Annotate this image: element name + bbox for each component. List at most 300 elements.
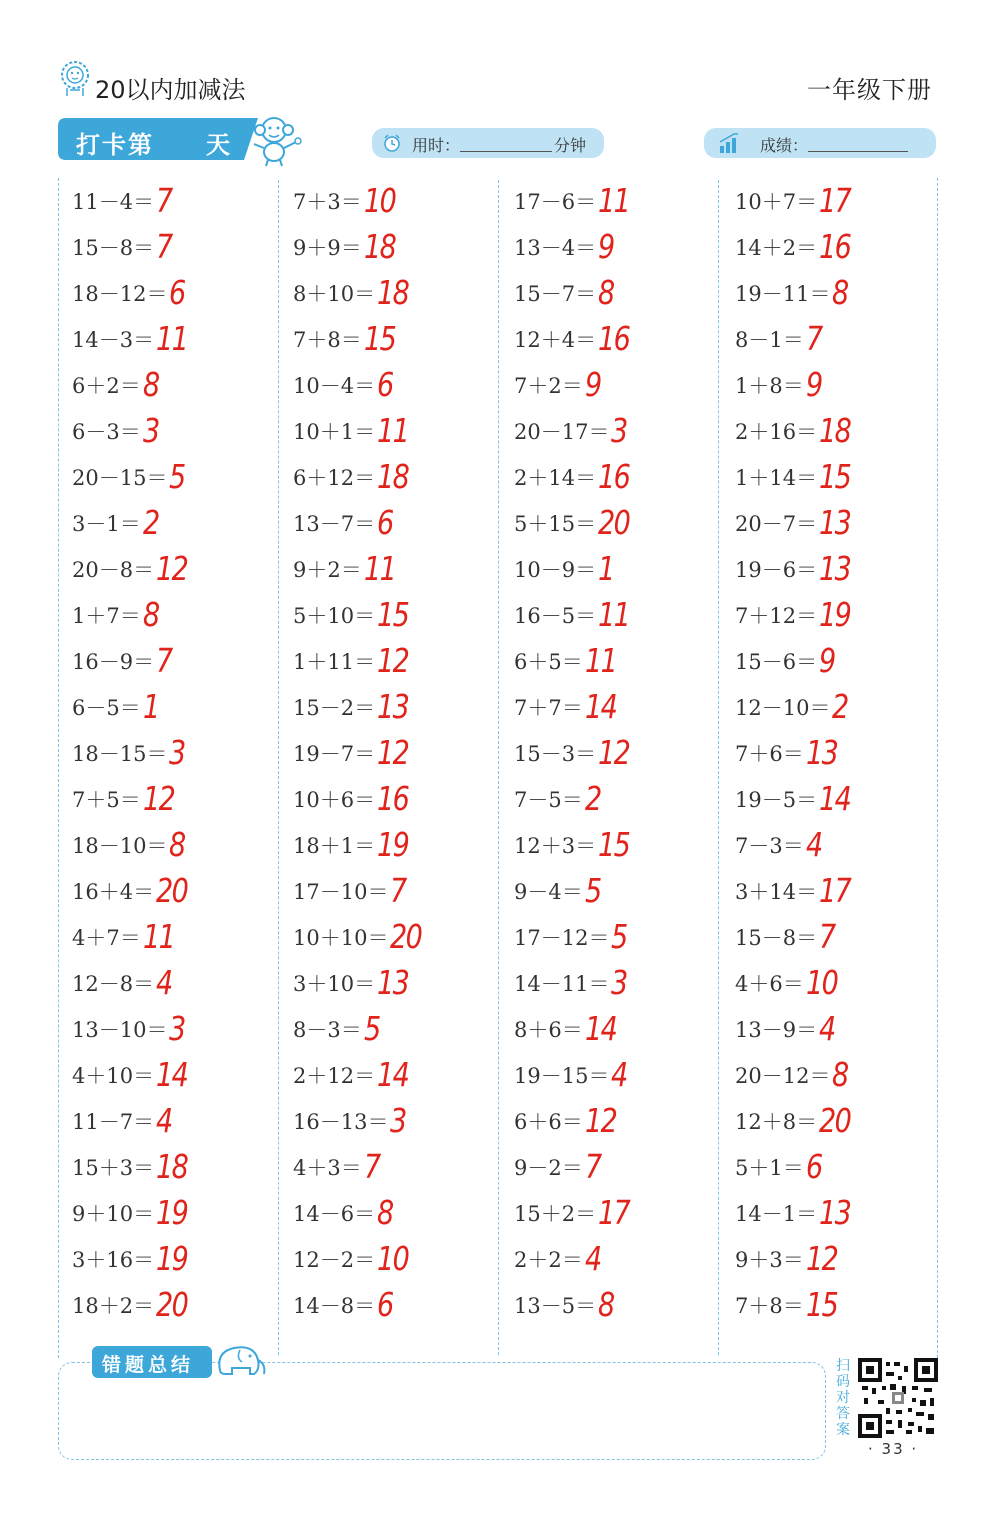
handwritten-answer[interactable]: 19 — [819, 595, 851, 634]
equation-text: 20－8＝ — [72, 558, 155, 582]
equation-text: 15＋2＝ — [514, 1202, 597, 1226]
handwritten-answer[interactable]: 13 — [819, 503, 851, 542]
exercise-row — [72, 960, 284, 1006]
handwritten-answer[interactable]: 13 — [819, 549, 851, 588]
time-label: 用时： — [412, 136, 461, 155]
time-field — [372, 128, 604, 158]
handwritten-answer[interactable]: 18 — [377, 273, 409, 312]
handwritten-answer[interactable]: 8 — [832, 1055, 848, 1094]
exercise-row — [293, 1052, 505, 1098]
exercise-row — [72, 730, 284, 776]
equation-text: 7＋5＝ — [72, 788, 141, 812]
equation-text: 6＋6＝ — [514, 1110, 583, 1134]
handwritten-answer[interactable]: 4 — [585, 1239, 601, 1278]
handwritten-answer[interactable]: 11 — [377, 411, 409, 450]
handwritten-answer[interactable]: 9 — [598, 227, 614, 266]
equation-text: 17－6＝ — [514, 190, 597, 214]
exercise-row — [735, 638, 947, 684]
grade-label: 一年级下册 — [807, 76, 932, 104]
equation-text: 3＋14＝ — [735, 880, 818, 904]
handwritten-answer[interactable]: 20 — [156, 871, 188, 910]
equation-text: 13－5＝ — [514, 1294, 597, 1318]
equation-text: 10－9＝ — [514, 558, 597, 582]
handwritten-answer[interactable]: 11 — [143, 917, 175, 956]
equation-text: 10＋1＝ — [293, 420, 376, 444]
equation-text: 4＋3＝ — [293, 1156, 362, 1180]
handwritten-answer[interactable]: 8 — [377, 1193, 393, 1232]
handwritten-answer[interactable]: 11 — [156, 319, 188, 358]
handwritten-answer[interactable]: 7 — [156, 227, 172, 266]
handwritten-answer[interactable]: 12 — [806, 1239, 838, 1278]
handwritten-answer[interactable]: 15 — [819, 457, 851, 496]
checkin-day-suffix: 天 — [206, 131, 230, 159]
handwritten-answer[interactable]: 8 — [598, 1285, 614, 1324]
handwritten-answer[interactable]: 14 — [377, 1055, 409, 1094]
handwritten-answer[interactable]: 7 — [806, 319, 822, 358]
equation-text: 18＋2＝ — [72, 1294, 155, 1318]
handwritten-answer[interactable]: 6 — [377, 503, 393, 542]
exercise-row — [293, 822, 505, 868]
mistake-summary-label: 错题总结 — [102, 1354, 195, 1376]
exercise-row — [735, 960, 947, 1006]
exercise-row — [293, 270, 505, 316]
exercise-row — [293, 500, 505, 546]
exercise-row — [72, 1006, 284, 1052]
handwritten-answer[interactable]: 8 — [832, 273, 848, 312]
exercise-row — [72, 408, 284, 454]
equation-text: 6－3＝ — [72, 420, 141, 444]
equation-text: 1＋11＝ — [293, 650, 376, 674]
handwritten-answer[interactable]: 4 — [819, 1009, 835, 1048]
equation-text: 16＋4＝ — [72, 880, 155, 904]
equation-text: 14－11＝ — [514, 972, 610, 996]
bar-chart-icon — [718, 132, 742, 154]
handwritten-answer[interactable]: 17 — [819, 871, 851, 910]
equation-text: 7＋8＝ — [293, 328, 362, 352]
equation-text: 12＋8＝ — [735, 1110, 818, 1134]
exercise-row — [514, 684, 726, 730]
exercise-row — [735, 1144, 947, 1190]
equation-text: 17－12＝ — [514, 926, 610, 950]
equation-text: 19－6＝ — [735, 558, 818, 582]
handwritten-answer[interactable]: 12 — [598, 733, 630, 772]
exercise-row — [735, 1052, 947, 1098]
handwritten-answer[interactable]: 7 — [390, 871, 406, 910]
time-unit: 分钟 — [554, 136, 587, 155]
handwritten-answer[interactable]: 12 — [143, 779, 175, 818]
handwritten-answer[interactable]: 8 — [143, 365, 159, 404]
equation-text: 14－1＝ — [735, 1202, 818, 1226]
handwritten-answer[interactable]: 15 — [377, 595, 409, 634]
exercise-row — [293, 316, 505, 362]
handwritten-answer[interactable]: 3 — [169, 1009, 185, 1048]
exercise-row — [735, 1098, 947, 1144]
exercise-row — [735, 684, 947, 730]
handwritten-answer[interactable]: 16 — [598, 319, 630, 358]
equation-text: 16－5＝ — [514, 604, 597, 628]
lion-mascot-icon — [58, 60, 92, 98]
exercise-row — [293, 1098, 505, 1144]
equation-text: 12－10＝ — [735, 696, 831, 720]
exercise-row — [735, 408, 947, 454]
equation-text: 8－3＝ — [293, 1018, 362, 1042]
scan-for-answers-text: 扫码对答案 — [836, 1358, 850, 1438]
handwritten-answer[interactable]: 14 — [585, 1009, 617, 1048]
exercise-row — [72, 270, 284, 316]
exercise-row — [514, 546, 726, 592]
equation-text: 14－8＝ — [293, 1294, 376, 1318]
exercise-row — [293, 1144, 505, 1190]
handwritten-answer[interactable]: 5 — [169, 457, 185, 496]
equation-text: 12＋4＝ — [514, 328, 597, 352]
handwritten-answer[interactable]: 20 — [819, 1101, 851, 1140]
exercise-row — [514, 1052, 726, 1098]
exercise-row — [735, 178, 947, 224]
exercise-row — [735, 546, 947, 592]
handwritten-answer[interactable]: 4 — [156, 963, 172, 1002]
equation-text: 13－4＝ — [514, 236, 597, 260]
handwritten-answer[interactable]: 7 — [585, 1147, 601, 1186]
equation-text: 13－7＝ — [293, 512, 376, 536]
equation-text: 5＋15＝ — [514, 512, 597, 536]
handwritten-answer[interactable]: 4 — [611, 1055, 627, 1094]
handwritten-answer[interactable]: 9 — [585, 365, 601, 404]
handwritten-answer[interactable]: 2 — [585, 779, 601, 818]
equation-text: 7＋8＝ — [735, 1294, 804, 1318]
handwritten-answer[interactable]: 17 — [598, 1193, 630, 1232]
exercise-row — [293, 868, 505, 914]
handwritten-answer[interactable]: 15 — [598, 825, 630, 864]
handwritten-answer[interactable]: 4 — [156, 1101, 172, 1140]
handwritten-answer[interactable]: 3 — [390, 1101, 406, 1140]
exercise-row — [514, 730, 726, 776]
equation-text: 18－10＝ — [72, 834, 168, 858]
exercise-row — [72, 1144, 284, 1190]
equation-text: 2＋16＝ — [735, 420, 818, 444]
exercise-row — [72, 1190, 284, 1236]
equation-text: 7＋12＝ — [735, 604, 818, 628]
equation-text: 6＋12＝ — [293, 466, 376, 490]
exercise-row — [514, 270, 726, 316]
exercise-row — [293, 592, 505, 638]
handwritten-answer[interactable]: 7 — [819, 917, 835, 956]
equation-text: 17－10＝ — [293, 880, 389, 904]
exercise-row — [514, 592, 726, 638]
equation-text: 18－15＝ — [72, 742, 168, 766]
handwritten-answer[interactable]: 18 — [819, 411, 851, 450]
equation-text: 13－9＝ — [735, 1018, 818, 1042]
handwritten-answer[interactable]: 20 — [156, 1285, 188, 1324]
exercise-row — [293, 1236, 505, 1282]
equation-text: 16－13＝ — [293, 1110, 389, 1134]
exercise-row — [735, 730, 947, 776]
mistake-summary-tab — [92, 1346, 212, 1378]
equation-text: 8－1＝ — [735, 328, 804, 352]
exercise-row — [293, 730, 505, 776]
handwritten-answer[interactable]: 19 — [156, 1193, 188, 1232]
handwritten-answer[interactable]: 8 — [143, 595, 159, 634]
equation-text: 19－7＝ — [293, 742, 376, 766]
exercise-row — [514, 914, 726, 960]
exercise-row — [293, 362, 505, 408]
exercise-row — [72, 822, 284, 868]
handwritten-answer[interactable]: 2 — [832, 687, 848, 726]
handwritten-answer[interactable]: 3 — [611, 963, 627, 1002]
handwritten-answer[interactable]: 11 — [364, 549, 396, 588]
exercise-row — [293, 224, 505, 270]
handwritten-answer[interactable]: 19 — [377, 825, 409, 864]
handwritten-answer[interactable]: 20 — [598, 503, 630, 542]
exercise-row — [72, 362, 284, 408]
exercise-row — [735, 822, 947, 868]
handwritten-answer[interactable]: 13 — [806, 733, 838, 772]
handwritten-answer[interactable]: 18 — [156, 1147, 188, 1186]
exercise-row — [514, 316, 726, 362]
handwritten-answer[interactable]: 19 — [156, 1239, 188, 1278]
equation-text: 9－4＝ — [514, 880, 583, 904]
equation-text: 3＋10＝ — [293, 972, 376, 996]
equation-text: 5＋10＝ — [293, 604, 376, 628]
exercise-row — [72, 224, 284, 270]
exercise-row — [293, 454, 505, 500]
exercise-row — [293, 1006, 505, 1052]
exercise-row — [514, 1236, 726, 1282]
handwritten-answer[interactable]: 6 — [377, 1285, 393, 1324]
exercise-row — [735, 914, 947, 960]
exercise-row — [293, 684, 505, 730]
handwritten-answer[interactable]: 12 — [377, 641, 409, 680]
handwritten-answer[interactable]: 20 — [390, 917, 422, 956]
equation-text: 18－12＝ — [72, 282, 168, 306]
exercise-row — [735, 224, 947, 270]
equation-text: 12－8＝ — [72, 972, 155, 996]
score-field — [704, 128, 936, 158]
equation-text: 12－2＝ — [293, 1248, 376, 1272]
equation-text: 6＋2＝ — [72, 374, 141, 398]
exercise-row — [735, 868, 947, 914]
exercise-row — [514, 960, 726, 1006]
handwritten-answer[interactable]: 9 — [806, 365, 822, 404]
handwritten-answer[interactable]: 16 — [598, 457, 630, 496]
handwritten-answer[interactable]: 11 — [585, 641, 617, 680]
exercise-row — [735, 362, 947, 408]
equation-text: 11－7＝ — [72, 1110, 155, 1134]
handwritten-answer[interactable]: 5 — [585, 871, 601, 910]
handwritten-answer[interactable]: 13 — [377, 687, 409, 726]
handwritten-answer[interactable]: 14 — [819, 779, 851, 818]
handwritten-answer[interactable]: 10 — [364, 181, 396, 220]
equation-text: 20－17＝ — [514, 420, 610, 444]
handwritten-answer[interactable]: 16 — [377, 779, 409, 818]
exercise-row — [514, 1144, 726, 1190]
equation-text: 7＋6＝ — [735, 742, 804, 766]
exercise-row — [72, 914, 284, 960]
exercise-row — [72, 546, 284, 592]
exercise-column-3 — [514, 178, 726, 1328]
monkey-mascot-icon — [248, 112, 304, 168]
alarm-clock-icon — [382, 133, 402, 153]
score-input-line[interactable] — [808, 151, 908, 152]
handwritten-answer[interactable]: 6 — [169, 273, 185, 312]
handwritten-answer[interactable]: 12 — [377, 733, 409, 772]
exercise-row — [735, 270, 947, 316]
equation-text: 9－2＝ — [514, 1156, 583, 1180]
equation-text: 1＋7＝ — [72, 604, 141, 628]
handwritten-answer[interactable]: 2 — [143, 503, 159, 542]
equation-text: 8＋10＝ — [293, 282, 376, 306]
exercise-row — [514, 868, 726, 914]
checkin-label: 打卡第 — [76, 131, 154, 159]
exercise-row — [735, 1006, 947, 1052]
handwritten-answer[interactable]: 11 — [598, 595, 630, 634]
handwritten-answer[interactable]: 13 — [377, 963, 409, 1002]
exercise-row — [293, 546, 505, 592]
exercise-row — [72, 454, 284, 500]
equation-text: 7＋2＝ — [514, 374, 583, 398]
checkin-tab — [58, 118, 258, 160]
equation-text: 1＋14＝ — [735, 466, 818, 490]
equation-text: 6－5＝ — [72, 696, 141, 720]
qr-code-icon[interactable] — [858, 1358, 938, 1438]
exercise-row — [72, 868, 284, 914]
equation-text: 20－7＝ — [735, 512, 818, 536]
equation-text: 14＋2＝ — [735, 236, 818, 260]
page-number: · 33 · — [868, 1440, 919, 1458]
handwritten-answer[interactable]: 13 — [819, 1193, 851, 1232]
equation-text: 3＋16＝ — [72, 1248, 155, 1272]
exercise-row — [293, 1282, 505, 1328]
equation-text: 9＋2＝ — [293, 558, 362, 582]
exercise-row — [72, 1052, 284, 1098]
handwritten-answer[interactable]: 16 — [819, 227, 851, 266]
equation-text: 9＋9＝ — [293, 236, 362, 260]
equation-text: 10＋6＝ — [293, 788, 376, 812]
equation-text: 7－3＝ — [735, 834, 804, 858]
exercise-row — [72, 1282, 284, 1328]
equation-text: 15＋3＝ — [72, 1156, 155, 1180]
equation-text: 5＋1＝ — [735, 1156, 804, 1180]
exercise-row — [735, 316, 947, 362]
equation-text: 10－4＝ — [293, 374, 376, 398]
handwritten-answer[interactable]: 3 — [611, 411, 627, 450]
handwritten-answer[interactable]: 8 — [169, 825, 185, 864]
handwritten-answer[interactable]: 1 — [598, 549, 614, 588]
exercise-row — [514, 1098, 726, 1144]
handwritten-answer[interactable]: 5 — [611, 917, 627, 956]
equation-text: 15－8＝ — [735, 926, 818, 950]
exercise-row — [514, 1006, 726, 1052]
handwritten-answer[interactable]: 15 — [806, 1285, 838, 1324]
equation-text: 16－9＝ — [72, 650, 155, 674]
equation-text: 1＋8＝ — [735, 374, 804, 398]
exercise-row — [72, 178, 284, 224]
equation-text: 10＋10＝ — [293, 926, 389, 950]
handwritten-answer[interactable]: 15 — [364, 319, 396, 358]
elephant-icon — [210, 1340, 268, 1380]
equation-text: 4＋6＝ — [735, 972, 804, 996]
equation-text: 20－15＝ — [72, 466, 168, 490]
exercise-row — [735, 500, 947, 546]
exercise-row — [293, 408, 505, 454]
equation-text: 14－3＝ — [72, 328, 155, 352]
handwritten-answer[interactable]: 5 — [364, 1009, 380, 1048]
equation-text: 2＋14＝ — [514, 466, 597, 490]
equation-text: 18＋1＝ — [293, 834, 376, 858]
equation-text: 6＋5＝ — [514, 650, 583, 674]
exercise-row — [72, 500, 284, 546]
exercise-row — [293, 638, 505, 684]
exercise-row — [293, 914, 505, 960]
exercise-row — [514, 224, 726, 270]
time-input-line[interactable] — [460, 151, 552, 152]
equation-text: 15－6＝ — [735, 650, 818, 674]
exercise-row — [514, 362, 726, 408]
handwritten-answer[interactable]: 18 — [364, 227, 396, 266]
handwritten-answer[interactable]: 10 — [806, 963, 838, 1002]
exercise-row — [72, 592, 284, 638]
exercise-row — [72, 1098, 284, 1144]
equation-text: 19－5＝ — [735, 788, 818, 812]
exercise-column-4 — [735, 178, 947, 1328]
equation-text: 15－2＝ — [293, 696, 376, 720]
handwritten-answer[interactable]: 8 — [598, 273, 614, 312]
equation-text: 10＋7＝ — [735, 190, 818, 214]
handwritten-answer[interactable]: 1 — [143, 687, 159, 726]
equation-text: 19－11＝ — [735, 282, 831, 306]
handwritten-answer[interactable]: 18 — [377, 457, 409, 496]
exercise-row — [514, 638, 726, 684]
exercise-row — [72, 316, 284, 362]
equation-text: 11－4＝ — [72, 190, 155, 214]
handwritten-answer[interactable]: 11 — [598, 181, 630, 220]
handwritten-answer[interactable]: 10 — [377, 1239, 409, 1278]
exercise-column-1 — [72, 178, 284, 1328]
equation-text: 7＋7＝ — [514, 696, 583, 720]
handwritten-answer[interactable]: 3 — [169, 733, 185, 772]
handwritten-answer[interactable]: 6 — [806, 1147, 822, 1186]
exercise-row — [735, 1236, 947, 1282]
exercise-row — [514, 500, 726, 546]
equation-text: 14－6＝ — [293, 1202, 376, 1226]
exercise-row — [735, 592, 947, 638]
exercise-row — [293, 776, 505, 822]
exercise-row — [72, 684, 284, 730]
score-label: 成绩： — [760, 136, 809, 155]
handwritten-answer[interactable]: 17 — [819, 181, 851, 220]
handwritten-answer[interactable]: 7 — [156, 181, 172, 220]
equation-text: 9＋3＝ — [735, 1248, 804, 1272]
handwritten-answer[interactable]: 14 — [585, 687, 617, 726]
equation-text: 15－7＝ — [514, 282, 597, 306]
equation-text: 19－15＝ — [514, 1064, 610, 1088]
exercise-row — [293, 178, 505, 224]
handwritten-answer[interactable]: 6 — [377, 365, 393, 404]
exercise-row — [735, 1190, 947, 1236]
handwritten-answer[interactable]: 7 — [364, 1147, 380, 1186]
handwritten-answer[interactable]: 12 — [156, 549, 188, 588]
handwritten-answer[interactable]: 9 — [819, 641, 835, 680]
handwritten-answer[interactable]: 3 — [143, 411, 159, 450]
handwritten-answer[interactable]: 7 — [156, 641, 172, 680]
exercise-row — [72, 1236, 284, 1282]
exercise-row — [72, 776, 284, 822]
exercise-row — [735, 776, 947, 822]
exercise-row — [514, 822, 726, 868]
handwritten-answer[interactable]: 4 — [806, 825, 822, 864]
handwritten-answer[interactable]: 12 — [585, 1101, 617, 1140]
equation-text: 15－8＝ — [72, 236, 155, 260]
handwritten-answer[interactable]: 14 — [156, 1055, 188, 1094]
